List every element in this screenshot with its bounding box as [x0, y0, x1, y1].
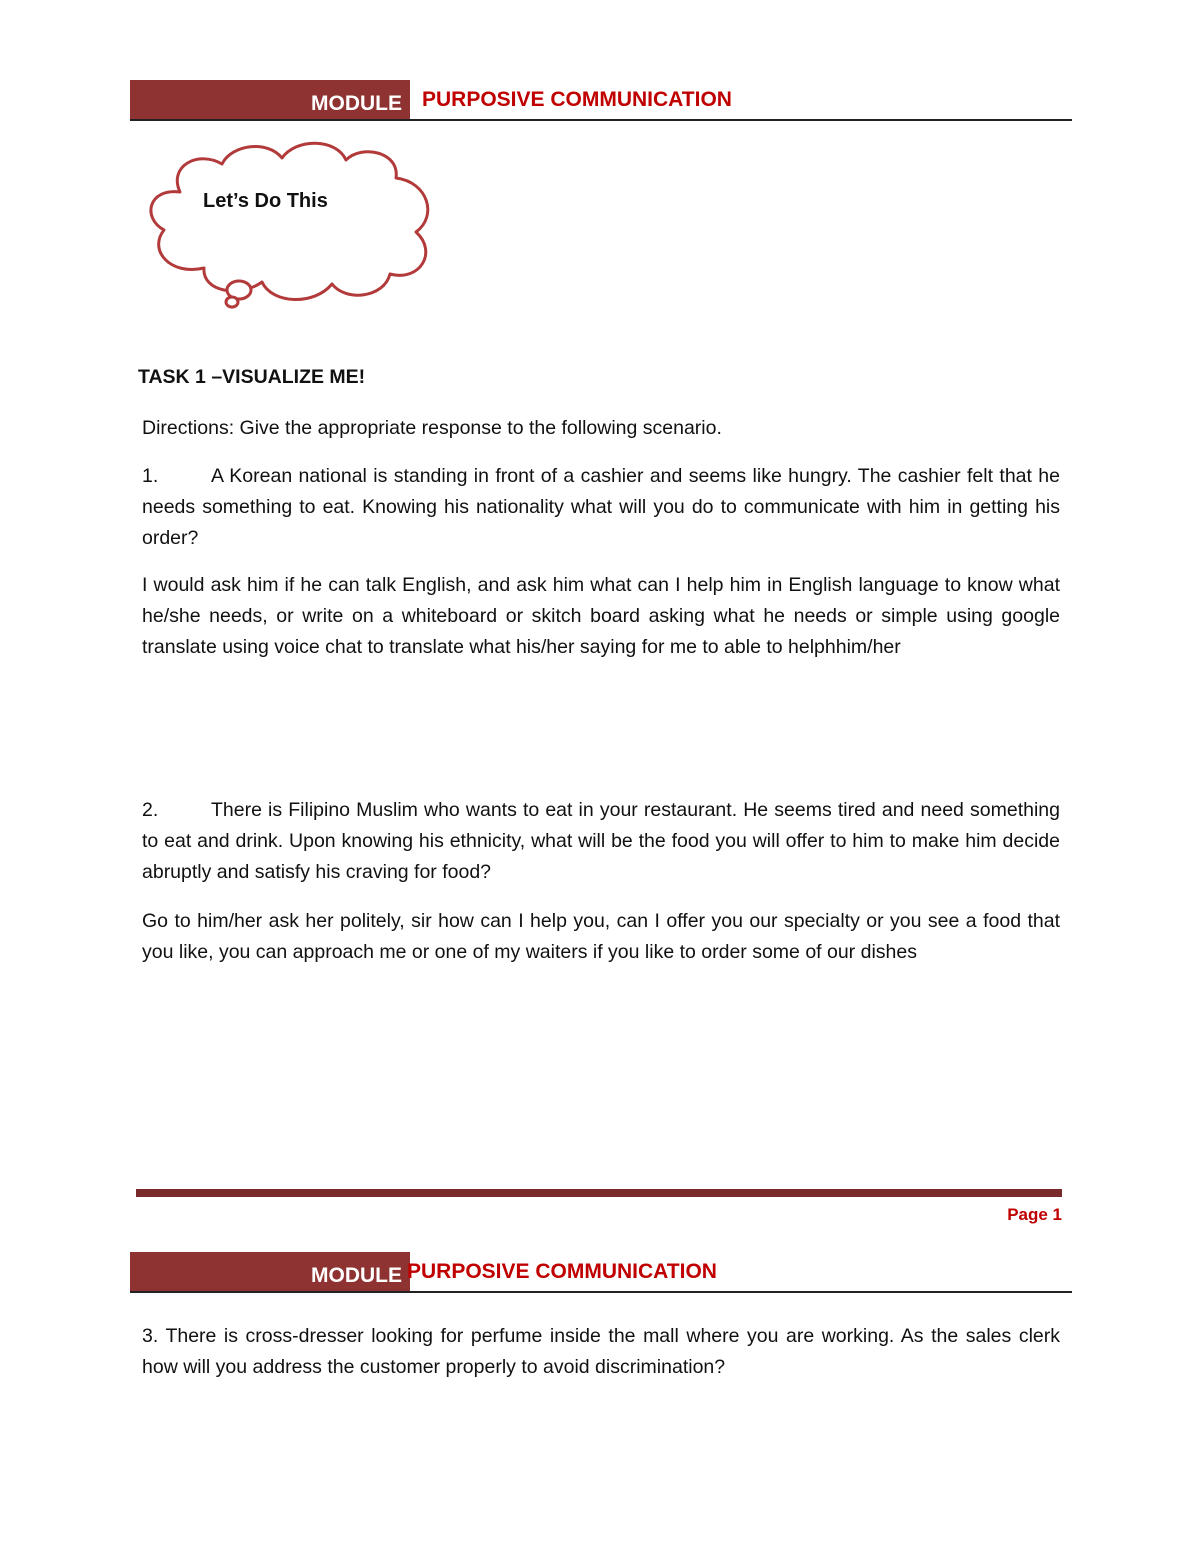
module-header-block — [130, 80, 410, 120]
question-3: 3. There is cross-dresser looking for perfume inside the mall where you are working. As the sales clerk how will you address the customer properly to avoid discrimination? — [142, 1325, 1060, 1378]
header-rule-2 — [130, 1291, 1072, 1293]
answer-2: Go to him/her ask her politely, sir how can I help you, can I offer you our specialty or you see a food that you like, you can approach me or one of my waiters if you like to order some of our dishes — [142, 910, 1060, 963]
module-header-block-2 — [130, 1252, 410, 1292]
directions-text: Directions: Give the appropriate response to the following scenario. — [142, 417, 722, 439]
answer-1: I would ask him if he can talk English, and ask him what can I help him in English language to know what he/she needs, or write on a whiteboard or skitch board asking what he needs or simple using google translate using voice chat to translate what his/her saying for me to able to helphhim/her — [142, 574, 1060, 658]
question-1 — [142, 461, 1060, 554]
module-label: MODULE — [311, 92, 402, 115]
callout-label: Let’s Do This — [203, 190, 328, 212]
task-title: TASK 1 –VISUALIZE ME! — [138, 366, 366, 388]
page-number: Page 1 — [1007, 1205, 1062, 1224]
footer-bar — [136, 1189, 1062, 1197]
question-1-number: 1. — [142, 465, 159, 487]
header-rule — [130, 119, 1072, 121]
question-1-text: A Korean national is standing in front of a cashier and seems like hungry. The cashier felt that he needs something to eat. Knowing his nationality what will you do to communicate with him in getting his order? — [142, 465, 1060, 549]
question-2 — [142, 795, 1060, 888]
module-label-2: MODULE — [311, 1264, 402, 1287]
course-title-2: PURPOSIVE COMMUNICATION — [407, 1260, 717, 1283]
thought-cloud — [140, 130, 440, 315]
question-2-number: 2. — [142, 799, 159, 821]
course-title: PURPOSIVE COMMUNICATION — [422, 88, 732, 111]
question-2-text: There is Filipino Muslim who wants to eat in your restaurant. He seems tired and need something to eat and drink. Upon knowing his ethnicity, what will be the food you will offer to him to make him decide abruptly and satisfy his craving for food? — [142, 799, 1060, 883]
